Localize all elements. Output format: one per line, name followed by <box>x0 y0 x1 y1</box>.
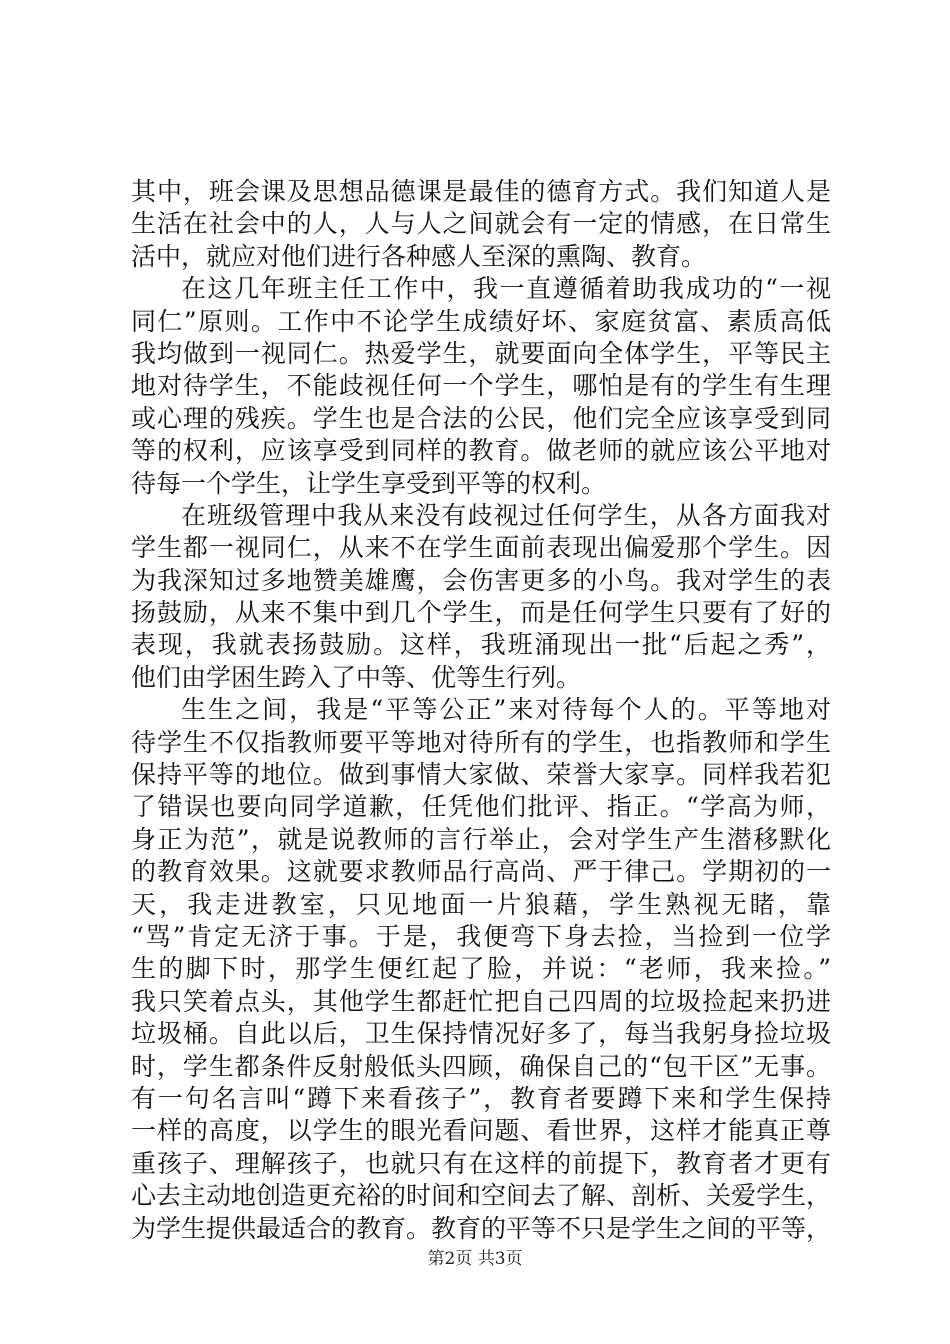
text-line: 生的脚下时，那学生便红起了脸，并说：“老师，我来捡。” <box>131 954 831 984</box>
text-line: 心去主动地创造更充裕的时间和空间去了解、剖析、关爱学生， <box>131 1181 832 1211</box>
text-line: 待每一个学生，让学生享受到平等的权利。 <box>131 468 607 498</box>
text-line: 在班级管理中我从来没有歧视过任何学生，从各方面我对 <box>181 500 831 530</box>
text-line: 我只笑着点头，其他学生都赶忙把自己四周的垃圾捡起来扔进 <box>131 986 831 1016</box>
text-line: 重孩子、理解孩子，也就只有在这样的前提下，教育者才更有 <box>131 1148 831 1178</box>
text-line: 时，学生都条件反射般低头四顾，确保自己的“包干区”无事。 <box>131 1051 831 1081</box>
text-line: 扬鼓励，从来不集中到几个学生，而是任何学生只要有了好的 <box>131 598 831 628</box>
text-line: 在这几年班主任工作中，我一直遵循着助我成功的“一视 <box>181 274 831 304</box>
text-line: 天，我走进教室，只见地面一片狼藉，学生熟视无睹，靠 <box>131 889 831 919</box>
text-line: “骂”肯定无济于事。于是，我便弯下身去捡，当捡到一位学 <box>131 921 831 951</box>
text-line: 其中，班会课及思想品德课是最佳的德育方式。我们知道人是 <box>131 177 831 206</box>
text-line: 表现，我就表扬鼓励。这样，我班涌现出一批“后起之秀”， <box>131 630 831 660</box>
text-line: 等的权利，应该享受到同样的教育。做老师的就应该公平地对 <box>131 436 831 466</box>
text-line: 活中，就应对他们进行各种感人至深的熏陶、教育。 <box>131 241 707 271</box>
text-line: 生生之间，我是“平等公正”来对待每个人的。平等地对 <box>181 695 831 725</box>
text-line: 我均做到一视同仁。热爱学生，就要面向全体学生，平等民主 <box>131 338 831 368</box>
body-text <box>131 176 831 1245</box>
text-line: 为我深知过多地赞美雄鹰，会伤害更多的小鸟。我对学生的表 <box>131 565 831 595</box>
text-line: 他们由学困生跨入了中等、优等生行列。 <box>131 662 582 692</box>
text-line: 生活在社会中的人，人与人之间就会有一定的情感，在日常生 <box>131 209 831 239</box>
text-line: 学生都一视同仁，从来不在学生面前表现出偏爱那个学生。因 <box>131 533 831 563</box>
text-line: 了错误也要向同学道歉，任凭他们批评、指正。“学高为师， <box>131 792 831 822</box>
text-line: 待学生不仅指教师要平等地对待所有的学生，也指教师和学生 <box>131 727 831 757</box>
text-line: 或心理的残疾。学生也是合法的公民，他们完全应该享受到同 <box>131 403 831 433</box>
page-indicator: 第2页 共3页 <box>427 1249 523 1269</box>
text-line: 同仁”原则。工作中不论学生成绩好坏、家庭贫富、素质高低 <box>131 306 831 336</box>
text-line: 为学生提供最适合的教育。教育的平等不只是学生之间的平等， <box>131 1213 832 1243</box>
text-line: 有一句名言叫“蹲下来看孩子”，教育者要蹲下来和学生保持 <box>131 1083 831 1113</box>
text-line: 身正为范”，就是说教师的言行举止，会对学生产生潜移默化 <box>131 824 831 854</box>
text-line: 一样的高度，以学生的眼光看问题、看世界，这样才能真正尊 <box>131 1116 831 1146</box>
text-line: 垃圾桶。自此以后，卫生保持情况好多了，每当我躬身捡垃圾 <box>131 1019 831 1049</box>
text-line: 的教育效果。这就要求教师品行高尚、严于律己。学期初的一 <box>131 857 831 887</box>
text-line: 地对待学生，不能歧视任何一个学生，哪怕是有的学生有生理 <box>131 371 831 401</box>
text-line: 保持平等的地位。做到事情大家做、荣誉大家享。同样我若犯 <box>131 760 831 790</box>
